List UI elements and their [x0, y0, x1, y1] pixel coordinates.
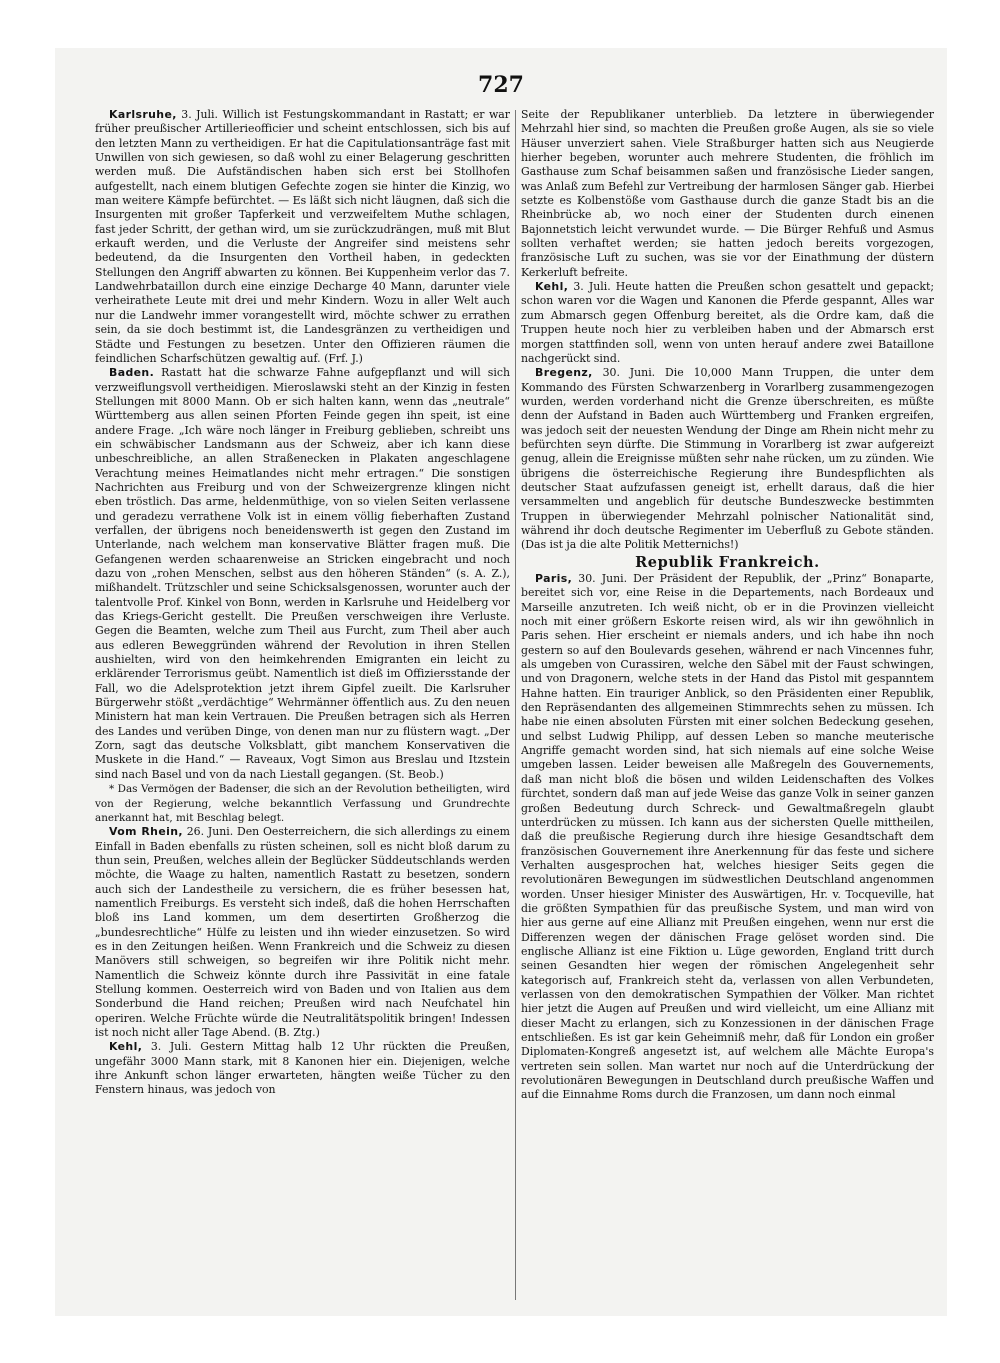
- article-text: 30. Juni. Die 10,000 Mann Truppen, die unter dem Kommando des Fürsten Schwarzenberg in Vorarlberg zusammengezogen wurden, werden vorderhand nicht die Grenze überschreiten, es müßte denn der Aufstand in Baden auch Württemberg und Franken ergreifen, was jedoch seit der neuesten Wendung der Dinge am Rhein nicht mehr zu befürchten seyn dürfte. Die Stimmung in Vorarlberg ist zwar aufgereizt genug, allein die Ereignisse müßten sehr nahe rücken, um zu zünden. Wie übrigens die österreichische Regierung ihre Bundespflichten als deutscher Staat aufzufassen geneigt ist, erhellt daraus, daß die hier versammelten und angeblich für deutsche Bundeszwecke bestimmten Truppen in überwiegender Mehrzahl polnischer Nationalität sind, während ihr doch deutsche Regimenter im Ueberfluß zu Gebote ständen. (Das ist ja die alte Politik Metternichs!): [521, 366, 934, 552]
- page-number: 727: [478, 72, 524, 98]
- article-source: (St. Beob.): [385, 767, 444, 781]
- article-source: (B. Ztg.): [274, 1026, 320, 1039]
- article-text: 30. Juni. Der Präsident der Republik, der „Prinz“ Bonaparte, bereitet sich vor, eine Reise in die Departements, nach Bordeaux und Marseille anzutreten. Ich weiß nicht, ob er in die Provinzen vielleicht noch mit einer größern Eskorte reisen wird, als wir ihn gewöhnlich in Paris sehen. Hier erscheint er niemals anders, und ich habe ihn noch gestern so auf den Boulevards gesehen, während er nach Vincennes fuhr, als umgeben von Curassiren, welche den Säbel mit der Faust schwingen, und von Dragonern, welche stets in der Hand das Pistol mit gespanntem Hahne hatten. Ein trauriger Anblick, so den Präsidenten einer Republik, den Repräsendanten des allgemeinen Stimmrechts sehen zu müssen. Ich habe nie einen absoluten Fürsten mit einer solchen Bedeckung gesehen, und selbst Ludwig Philipp, auf dessen Leben so manche meuterische Angriffe gemacht worden sind, hat sich niemals auf eine solche Weise umgeben lassen. Leider beweisen alle Maßregeln des Gouvernements, daß man nicht bloß die bösen und wilden Leidenschaften des Volkes fürchtet, sondern daß man auf jede Weise das ganze Volk in seiner ganzen großen Bedeutung durch Schreck- und Gewaltmaßregeln glaubt unterdrücken zu müssen. Ich kann aus der sichersten Quelle mittheilen, daß die preußische Regierung durch ihre hiesige Gesandtschaft dem französischen Gouvernement ihre Anerkennung für das feste und sichere Verhalten ausgesprochen hat, welches hiesiger Seits gegen die revolutionären Bewegungen im südwestlichen Deutschland angenommen worden. Unser hiesiger Minister des Auswärtigen, Hr. v. Tocqueville, hat die größten Sympathien für das preußische System, und man wird von hier aus gerne auf eine Allianz mit Preußen eingehen, wenn nur erst die Differenzen wegen der dänischen Frage gelöset worden sind. Die englische Allianz ist eine Fiktion u. Lüge geworden, England tritt durch seinen Gesandten hier wegen der römischen Angelegenheit sehr kategorisch auf, Frankreich steht da, verlassen von allen Verbundeten, verlassen von den demokratischen Sympathien der Völker. Man richtet hier jetzt die Augen auf Preußen und wird vielleicht, um eine Allianz mit dieser Macht zu erlangen, sich zu Konzessionen in der dänischen Frage entschließen. Es ist gar kein Geheimniß mehr, daß für London ein großer Diplomaten-Kongreß angesetzt ist, auf welchem alle Mächte Europa's vertreten sein sollen. Man wartet nur noch auf die Unterdrückung der revolutionären Bewegungen in Deutschland durch preußische Waffen und auf die Einnahme Roms durch die Franzosen, um dann noch einmal: [521, 572, 934, 1102]
- section-heading: Republik Frankreich.: [635, 553, 820, 571]
- article-text: 3. Juli. Willich ist Festungskommandant in Rastatt; er war früher preußischer Artillerieofficier und scheint entschlossen, sich bis auf den letzten Mann zu vertheidigen. Er hat die Capitulationsanträge fast mit Unwillen von sich gewiesen, so daß wohl zu einer Belagerung geschritten werden muß. Die Aufständischen haben sich erst bei Stollhofen aufgestellt, nach einem blutigen Gefechte zogen sie hinter die Kinzig, wo man weitere Kämpfe befürchtet. — Es läßt sich nicht läugnen, daß sich die Insurgenten mit großer Tapferkeit und verzweifeltem Muthe schlagen, fast jeder Schritt, der gethan wird, um sie zurückzudrängen, muß mit Blut erkauft werden, und die Verluste der Angreifer sind meistens sehr bedeutend, da die Insurgenten den Vortheil haben, in gedeckten Stellungen den Angriff abwarten zu können. Bei Kuppenheim verlor das 7. Landwehrbataillon durch eine einzige Decharge 40 Mann, darunter viele verheirathete Leute mit drei und mehr Kindern. Wozu in aller Welt auch nur die Landwehr immer vorangestellt wird, möchte schwer zu errathen sein, da sie doch bestimmt ist, die Landesgränzen zu vertheidigen und Städte und Festungen zu besetzen. Unter den Offizieren räumen die feindlichen Scharfschützen gewaltig auf.: [95, 108, 510, 365]
- dateline-location: Kehl,: [535, 280, 569, 294]
- dateline-location: Baden.: [109, 366, 155, 380]
- article-kehl-1-continued: Seite der Republikaner unterblieb. Da letztere in überwiegender Mehrzahl hier sind, so machten die Preußen große Augen, als sie so viele Häuser unverziert sahen. Viele Straßburger hatten sich aus Neugierde hierher begeben, worunter auch mehrere Studenten, die fröhlich im Gasthause zum Schaf beisammen saßen und französische Lieder sangen, was Anlaß zum Befehl zur Vertreibung der harmlosen Sänger gab. Hierbei setzte es Kolbenstöße vom Gasthause durch die ganze Stadt bis an die Rheinbrücke ab, wo noch einer der Studenten durch einenen Bajonnetstich leicht verwundet wurde. — Die Bürger Rehfuß und Asmus sollten verhaftet werden; sie hatten jedoch bereits vorgezogen, französische Luft zu suchen, was sie vor der Einathmung der düstern Kerkerluft befreite.: [521, 108, 934, 279]
- article-kehl-2: [521, 280, 934, 366]
- dateline-location: Karlsruhe,: [109, 108, 177, 121]
- article-paris: [521, 572, 934, 1103]
- article-vom-rhein: [95, 825, 510, 1040]
- dateline-location: Paris,: [535, 572, 573, 585]
- article-baden: [95, 366, 510, 782]
- article-karlsruhe: [95, 108, 510, 366]
- column-divider: [515, 110, 516, 1300]
- article-bregenz: [521, 366, 934, 552]
- left-column: [95, 108, 510, 1303]
- newspaper-page: [55, 48, 947, 1316]
- article-source: (Frf. J.): [324, 351, 363, 365]
- editorial-note: * Das Vermögen der Badenser, die sich an der Revolution betheiligten, wird von der Regierung, welche bekanntlich Verfassung und Grundrechte anerkannt hat, mit Beschlag belegt.: [95, 783, 510, 824]
- article-kehl-1: [95, 1040, 510, 1097]
- dateline-location: Vom Rhein,: [109, 825, 183, 839]
- article-text: Rastatt hat die schwarze Fahne aufgepflanzt und will sich verzweiflungsvoll vertheidigen. Mieroslawski steht an der Kinzig in festen Stellungen mit 8000 Mann. Ob er sich halten kann, wenn das „neutrale“ Württemberg aus allen seinen Pforten Feinde gegen ihn speit, ist eine andere Frage. „Ich wäre noch länger in Freiburg geblieben, schreibt uns ein schwäbischer Landsmann aus der Schweiz, aber ich kann diese unbeschreibliche, an allen Straßenecken in Plakaten angeschlagene Verachtung meines Heimatlandes nicht mehr ertragen.“ Die sonstigen Nachrichten aus Freiburg und von der Schweizergrenze klingen nicht eben tröstlich. Das arme, heldenmüthige, von so vielen Seiten verlassene und geradezu verrathene Volk ist in einem völlig fieberhaften Zustand verfallen, der übrigens noch beneidenswerth ist gegen den Zustand im Unterlande, nach welchem man konservative Blätter fragen muß. Die Gefangenen werden schaarenweise an Stricken eingebracht und noch dazu von „rohen Menschen, selbst aus den höheren Ständen“ (s. A. Z.), mißhandelt. Trützschler und seine Schicksalsgenossen, worunter auch der talentvolle Prof. Kinkel von Bonn, werden in Karlsruhe und Heidelberg vor das Kriegs-Gericht gestellt. Die Preußen verschweigen ihre Verluste. Gegen die Beamten, welche zum Theil aus Furcht, zum Theil aber auch aus edleren Beweggründen während der Revolution in ihren Stellen aushielten, wird von den heimkehrenden Emigranten ein leicht zu erklärender Terrorismus geübt. Namentlich ist dieß im Offiziersstande der Fall, wo die Adelsprotektion jetzt ihrem Gipfel zueilt. Die Karlsruher Bürgerwehr stößt „verdächtige“ Wehrmänner öffentlich aus. Zu den neuen Ministern hat man kein Vertrauen. Die Preußen betragen sich als Herren des Landes und verüben Dinge, von denen man nur zu flüstern wagt. „Der Zorn, sagt das deutsche Volksblatt, gibt manchem Konservativen die Muskete in die Hand.“ — Raveaux, Vogt Simon aus Breslau und Itzstein sind nach Basel und von da nach Liestall gegangen.: [95, 366, 510, 781]
- dateline-location: Kehl,: [109, 1040, 143, 1054]
- article-text: 3. Juli. Heute hatten die Preußen schon gesattelt und gepackt; schon waren vor die Wagen und Kanonen die Pferde gespannt, Alles war zum Abmarsch gegen Offenburg bereitet, als die Ordre kam, daß die Truppen heute noch hier zu verbleiben haben und der Abmarsch erst morgen stattfinden soll, wenn von unten herauf andere zwei Bataillone nachgerückt sind.: [521, 280, 934, 365]
- article-text: 26. Juni. Den Oesterreichern, die sich allerdings zu einem Einfall in Baden ebenfalls zu rüsten scheinen, soll es nicht bloß darum zu thun sein, Preußen, welches allein der Beglücker Süddeutschlands werden möchte, die Waage zu halten, namentlich Rastatt zu besetzen, sondern auch sich der Landestheile zu versichern, die es früher besessen hat, namentlich Freiburgs. Es versteht sich indeß, daß die hohen Herrschaften bloß ins Land kommen, um dem desertirten Großherzog die „bundesrechtliche“ Hülfe zu leisten und ihn wieder einzusetzen. So wird es in den Zeitungen heißen. Wenn Frankreich und die Schweiz zu diesen Manövers still schweigen, so begreifen wir ihre Politik nicht mehr. Namentlich die Schweiz könnte durch ihre Passivität in eine fatale Stellung kommen. Oesterreich wird von Baden und von Italien aus dem Sonderbund die Hand reichen; Preußen wird nach Neufchatel hin operiren. Welche Früchte würde die Neutralitätspolitik bringen! Indessen ist noch nicht aller Tage Abend.: [95, 825, 510, 1039]
- right-column: [521, 108, 934, 1303]
- dateline-location: Bregenz,: [535, 366, 593, 380]
- article-text: 3. Juli. Gestern Mittag halb 12 Uhr rückten die Preußen, ungefähr 3000 Mann stark, mit 8 Kanonen hier ein. Diejenigen, welche ihre Ankunft schon länger erwarteten, hängten weiße Tücher zu den Fenstern hinaus, was jedoch von: [95, 1040, 510, 1097]
